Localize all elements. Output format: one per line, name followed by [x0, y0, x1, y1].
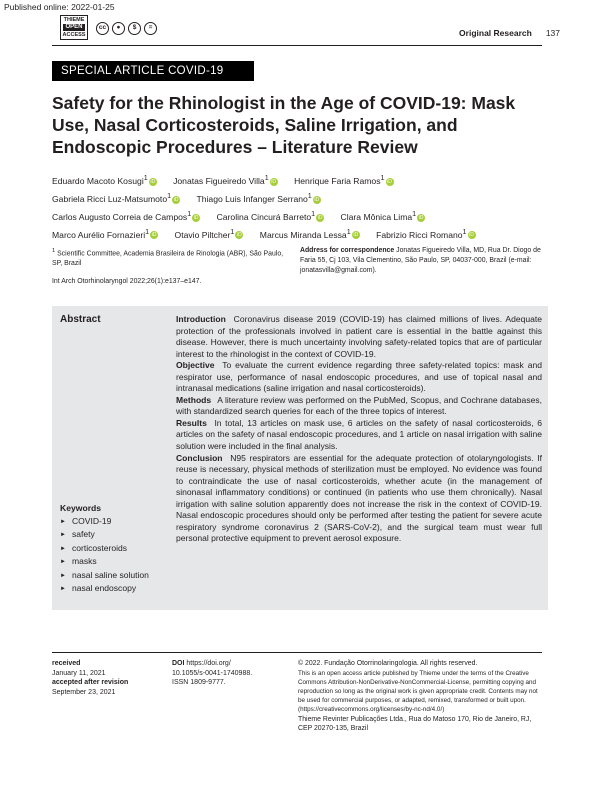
abstract-conclusion: Conclusion N95 respirators are essential for the adequate protection of otolaryngologists. If reuse is necessary, physical methods of sterilization must be employed. No evidence was found to contraindicate the use of nasal corticosteroids, whether acute (in the management of sinonasal inflammatory conditions) or continued (in patients who use them chronically). Nasal irrigation with saline solution apparently does not increase the risk in the context of COVID-19. Nasal endoscopic procedures should only be performed after testing the patient for severe acute respiratory syndrome coronavirus 2 (SARS-CoV-2), and the surgical team must wear full personal protective equipment to prevent aerosol exposure. [176, 452, 543, 544]
orcid-icon[interactable]: iD [271, 178, 277, 185]
author[interactable]: Carolina Cincurá Barreto$^1$ iD [216, 209, 323, 222]
copyright: © 2022. Fundação Otorrinolaringologia. All rights reserved. [298, 660, 478, 667]
keywords-list [60, 515, 149, 595]
running-header [459, 28, 560, 38]
doi-block [172, 659, 287, 688]
author[interactable]: Jonatas Figueiredo Villa$^1$ iD [173, 174, 277, 186]
keywords-heading: Keywords [60, 503, 102, 513]
abstract-methods: Methods A literature review was performed on the PubMed, Scopus, and Cochrane databases, with standardized search queries for each of the three topics of interest. [176, 394, 542, 417]
published-online-date: Published online: 2022-01-25 [4, 2, 115, 12]
license-icons [96, 22, 157, 36]
header-rule [52, 45, 542, 46]
correspondence-address: Address for correspondence Jonatas Figueiredo Villa, MD, Rua Dr. Diogo de Faria 55, Cj 103, Vila Clementino, São Paulo, SP, 04037-000, Brazil (e-mail: jonatasvilla@gmail.com). [300, 247, 541, 274]
abstract-body [176, 314, 542, 545]
author[interactable]: Thiago Luis Infanger Serrano$^1$ iD [196, 191, 320, 204]
abstract-heading: Abstract [60, 314, 101, 325]
cc-icon: cc [96, 22, 109, 35]
author-row [52, 225, 552, 243]
author[interactable]: Carlos Augusto Correia de Campos$^1$ iD [52, 209, 199, 222]
orcid-icon[interactable]: iD [173, 196, 179, 203]
keyword-item: ► safety [60, 528, 149, 541]
citation: Int Arch Otorhinolaryngol 2022;26(1):e137–e147. [52, 278, 202, 285]
thieme-open-access-logo [60, 15, 88, 40]
orcid-icon[interactable]: iD [150, 178, 156, 185]
orcid-icon[interactable]: iD [237, 232, 242, 239]
nd-icon: = [144, 22, 157, 35]
received-label: received [52, 660, 81, 667]
author-row [52, 171, 552, 189]
author[interactable]: Henrique Faria Ramos$^1$ iD [294, 174, 392, 186]
doi-id[interactable]: 10.1055/s-0041-1740988. [172, 669, 253, 677]
logo-line-access: ACCESS [62, 32, 86, 38]
nc-icon: $ [128, 22, 141, 35]
affiliation: $^1$ Scientific Committee, Academia Brasileira de Rinologia (ABR), São Paulo, SP, Brazil [52, 248, 284, 268]
by-icon: ● [112, 22, 125, 35]
article-dates [52, 659, 162, 697]
keyword-item: ► COVID-19 [60, 515, 149, 528]
author[interactable]: Clara Mônica Lima$^1$ iD [340, 209, 424, 222]
orcid-icon[interactable]: iD [317, 214, 323, 221]
logo-line-open: OPEN [63, 24, 85, 31]
publisher-address: Thieme Revinter Publicações Ltda., Rua do Matoso 170, Rio de Janeiro, RJ, CEP 20270-135, Brazil [298, 715, 532, 733]
keyword-item: ► masks [60, 555, 149, 568]
received-date: January 11, 2021 [52, 669, 106, 677]
orcid-icon[interactable]: iD [418, 214, 424, 221]
keyword-item: ► nasal saline solution [60, 569, 149, 582]
author-row [52, 189, 552, 207]
author[interactable]: Eduardo Macoto Kosugi$^1$ iD [52, 174, 156, 186]
doi-label: DOI [172, 660, 185, 667]
author[interactable]: Marco Aurélio Fornazieri$^1$ iD [52, 227, 157, 240]
orcid-icon[interactable]: iD [314, 196, 320, 203]
author[interactable]: Marcus Miranda Lessa$^1$ iD [259, 227, 359, 240]
author[interactable]: Fabrizio Ricci Romano$^1$ iD [376, 227, 474, 240]
orcid-icon[interactable]: iD [151, 232, 157, 239]
orcid-icon[interactable]: iD [469, 232, 474, 239]
abstract-objective: Objective To evaluate the current evidence regarding three safety-related topics: mask and respirator use, performance of nasal endoscopic procedures, and use of topical nasal and intranasal medications (saline irrigation and nasal corticosteroids). [176, 360, 542, 394]
abstract-results: Results In total, 13 articles on mask use, 6 articles on the safety of nasal corticosteroids, 6 articles on the safety of nasal endoscopic procedures, and 1 article on nasal irrigation with saline solution were included in the final analysis. [176, 417, 542, 452]
accepted-label: accepted after revision [52, 679, 129, 686]
doi-link[interactable]: https://doi.org/ [186, 660, 231, 667]
keyword-item: ► nasal endoscopy [60, 582, 149, 595]
article-title: Safety for the Rhinologist in the Age of COVID-19: Mask Use, Nasal Corticosteroids, Saline Irrigation, and Endoscopic Procedures – Literature Review [52, 93, 516, 157]
footer-rule [52, 652, 542, 653]
orcid-icon[interactable]: iD [387, 178, 392, 185]
abstract-introduction: Introduction Coronavirus disease 2019 (COVID-19) has claimed millions of lives. Adequate protection of the professionals involved in patient care is essential in the battle against this disease. However, there is much uncertainty involving safety-related topics that are of particular interest to the rhinologist in the context of COVID-19. [176, 314, 542, 359]
orcid-icon[interactable]: iD [193, 214, 199, 221]
author[interactable]: Otavio Piltcher$^1$ iD [174, 227, 242, 240]
accepted-date: September 23, 2021 [52, 688, 116, 696]
orcid-icon[interactable]: iD [353, 232, 359, 239]
keyword-item: ► corticosteroids [60, 542, 149, 555]
author[interactable]: Gabriela Ricci Luz-Matsumoto$^1$ iD [52, 191, 179, 204]
license-text: This is an open access article published by Thieme under the terms of the Creative Commons Attribution-NonDerivative-NonCommercial-License, permitting copying and reproduction so long as the original work is given appropriate credit. Contents may not be used for commercial purposes, or adapted, remixed, transformed or built upon. (https://creativecommons.org/licenses/by-nc-nd/4.0/) [298, 669, 538, 714]
author-row [52, 207, 552, 225]
logo-line-thieme: THIEME [63, 17, 85, 23]
author-list [52, 171, 552, 242]
article-category: SPECIAL ARTICLE COVID-19 [52, 61, 254, 81]
page-number: 137 [545, 28, 560, 38]
section-name: Original Research [459, 28, 532, 38]
copyright-block [298, 659, 543, 734]
issn: ISSN 1809-9777. [172, 679, 226, 686]
